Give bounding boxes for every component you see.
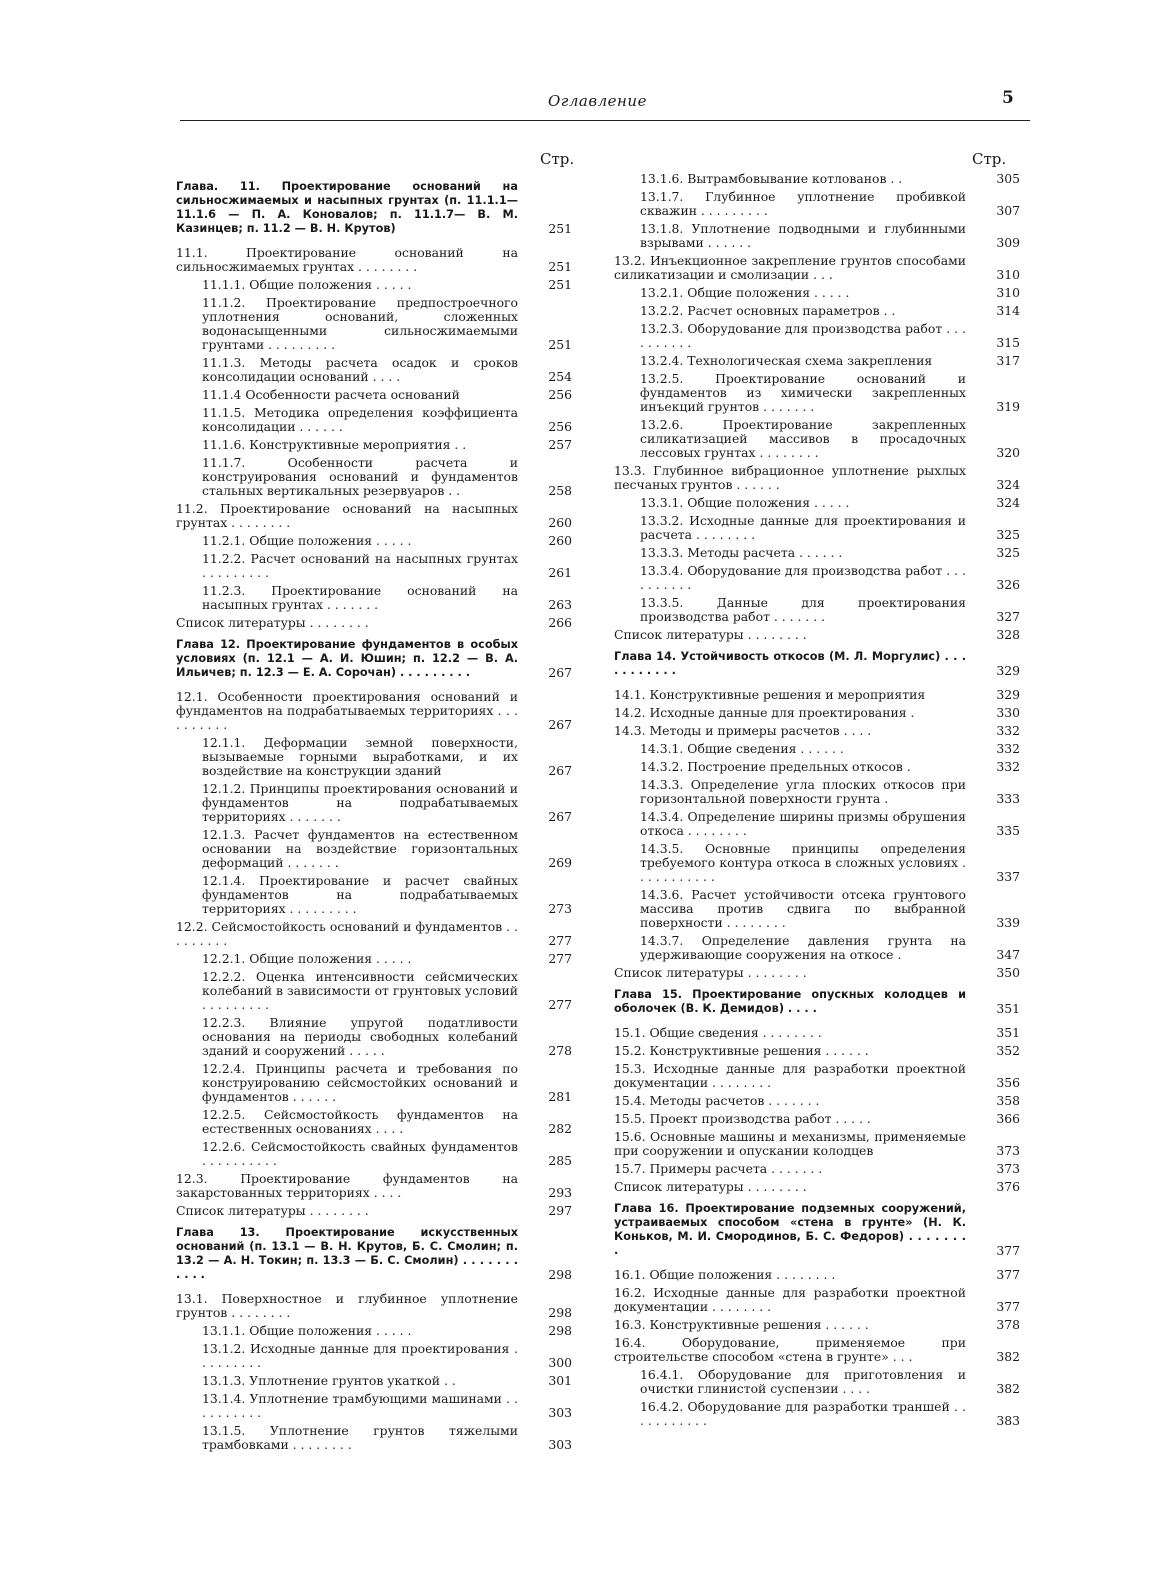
toc-entry-page: 332 <box>996 723 1020 738</box>
toc-entry-page: 325 <box>996 545 1020 560</box>
toc-entry-page: 260 <box>548 533 572 548</box>
toc-entry-title: 11.1.6. Конструктивные мероприятия . . <box>202 437 467 452</box>
toc-entry-title: 15.1. Общие сведения . . . . . . . . <box>614 1025 822 1040</box>
toc-entry-title: 14.3.1. Общие сведения . . . . . . <box>640 741 844 756</box>
toc-entry-title: 15.5. Проект производства работ . . . . . <box>614 1111 871 1126</box>
page-number: 5 <box>1002 88 1014 108</box>
toc-entry <box>614 1094 1024 1108</box>
toc-entry <box>176 456 576 498</box>
toc-entry-title: 11.1.2. Проектирование предпостроечного уплотнения оснований, сложенных водонасыщенными сильносжимаемыми грунтами . . . . . . . . . <box>202 295 518 352</box>
toc-entry <box>176 1324 576 1338</box>
toc-entry-title: 15.4. Методы расчетов . . . . . . . <box>614 1093 820 1108</box>
toc-entry-title: Глава 15. Проектирование опускных колодцев и оболочек (В. К. Демидов) . . . . <box>614 988 966 1015</box>
toc-entry-page: 383 <box>996 1413 1020 1428</box>
toc-entry-title: 14.3.6. Расчет устойчивости отсека грунтового массива против сдвига по выбранной поверхности . . . . . . . . <box>640 887 966 930</box>
toc-entry <box>614 464 1024 492</box>
toc-entry-title: 11.2.1. Общие положения . . . . . <box>202 533 412 548</box>
toc-entry-page: 281 <box>548 1089 572 1104</box>
toc-entry-page: 254 <box>548 369 572 384</box>
toc-entry-title: 13.1.8. Уплотнение подводными и глубинными взрывами . . . . . . <box>640 221 966 250</box>
toc-entry <box>176 552 576 580</box>
toc-entry-page: 339 <box>996 915 1020 930</box>
toc-entry <box>176 952 576 966</box>
toc-entry-title: 13.3.3. Методы расчета . . . . . . <box>640 545 843 560</box>
toc-entry-title: 12.2. Сейсмостойкость оснований и фундаментов . . . . . . . . . <box>176 919 518 948</box>
toc-entry-page: 335 <box>996 823 1020 838</box>
toc-entry-title: Список литературы . . . . . . . . <box>614 1179 807 1194</box>
toc-entry <box>176 534 576 548</box>
toc-entry-page: 267 <box>548 717 572 732</box>
toc-entry-title: Список литературы . . . . . . . . <box>176 615 369 630</box>
toc-entry-page: 377 <box>996 1243 1020 1258</box>
toc-entry-title: 11.1.3. Методы расчета осадок и сроков консолидации оснований . . . . <box>202 355 518 384</box>
toc-entry-page: 266 <box>548 615 572 630</box>
toc-entry-page: 309 <box>996 235 1020 250</box>
toc-entry-title: 16.3. Конструктивные решения . . . . . . <box>614 1317 869 1332</box>
toc-entry-title: 13.3.5. Данные для проектирования производства работ . . . . . . . <box>640 595 966 624</box>
toc-entry <box>614 222 1024 250</box>
toc-entry-title: 13.1.7. Глубинное уплотнение пробивкой скважин . . . . . . . . . <box>640 189 966 218</box>
toc-entry-page: 251 <box>548 337 572 352</box>
toc-entry-title: 12.1.3. Расчет фундаментов на естественном основании на воздействие горизонтальных деформаций . . . . . . . <box>202 827 518 870</box>
toc-entry-page: 324 <box>996 495 1020 510</box>
toc-entry <box>176 1342 576 1370</box>
toc-entry-title: 13.1.4. Уплотнение трамбующими машинами . . . . . . . . . . <box>202 1391 518 1420</box>
toc-entry-title: 13.2.5. Проектирование оснований и фундаментов из химически закрепленных инъекций грунтов . . . . . . . <box>640 371 966 414</box>
toc-entry-page: 382 <box>996 1381 1020 1396</box>
toc-entry <box>614 286 1024 300</box>
toc-entry <box>176 874 576 916</box>
toc-entry-title: 14.3.2. Построение предельных откосов . <box>640 759 911 774</box>
toc-entry-title: 13.1.5. Уплотнение грунтов тяжелыми трамбовками . . . . . . . . <box>202 1423 518 1452</box>
toc-entry <box>614 1162 1024 1176</box>
toc-entry-page: 373 <box>996 1143 1020 1158</box>
toc-entry <box>176 1108 576 1136</box>
toc-entry-page: 277 <box>548 951 572 966</box>
page-header-title: Оглавление <box>548 92 647 110</box>
toc-entry <box>176 1392 576 1420</box>
toc-entry-page: 347 <box>996 947 1020 962</box>
toc-entry <box>176 1016 576 1058</box>
toc-entry-page: 269 <box>548 855 572 870</box>
toc-entry-page: 277 <box>548 933 572 948</box>
toc-entry-title: 13.1.2. Исходные данные для проектирования . . . . . . . . . <box>202 1341 518 1370</box>
toc-entry-title: 13.3.4. Оборудование для производства работ . . . . . . . . . . <box>640 563 966 592</box>
toc-entry-title: 13.1.3. Уплотнение грунтов укаткой . . <box>202 1373 456 1388</box>
toc-entry <box>176 246 576 274</box>
toc-entry <box>176 406 576 434</box>
toc-entry-page: 317 <box>996 353 1020 368</box>
toc-entry-title: 16.4.1. Оборудование для приготовления и очистки глинистой суспензии . . . . <box>640 1367 966 1396</box>
toc-entry-page: 301 <box>548 1373 572 1388</box>
toc-left-column <box>176 172 576 1456</box>
toc-entry-title: 12.1.1. Деформации земной поверхности, вызываемые горными выработками, и их воздействие на конструкции зданий <box>202 735 518 778</box>
toc-entry <box>614 1026 1024 1040</box>
toc-entry <box>614 596 1024 624</box>
toc-entry <box>176 502 576 530</box>
toc-entry-title: 13.3. Глубинное вибрационное уплотнение рыхлых песчаных грунтов . . . . . . <box>614 463 966 492</box>
toc-entry-page: 298 <box>548 1323 572 1338</box>
toc-entry <box>614 706 1024 720</box>
toc-entry <box>614 1062 1024 1090</box>
toc-entry <box>614 514 1024 542</box>
toc-entry-title: Глава 16. Проектирование подземных сооружений, устраиваемых способом «стена в грунте» (Н. К. Коньков, М. И. Смородинов, Б. С. Федоров) . . . . . . . . <box>614 1202 966 1257</box>
toc-entry <box>176 388 576 402</box>
toc-entry-title: 14.3.3. Определение угла плоских откосов при горизонтальной поверхности грунта . <box>640 777 966 806</box>
toc-entry-title: Глава 13. Проектирование искусственных оснований (п. 13.1 — В. Н. Крутов, Б. С. Смолин; п. 13.2 — А. Н. Токин; п. 13.3 — Б. С. Смолин) . . . . . . . . . . . <box>176 1226 518 1281</box>
toc-entry-title: 16.4.2. Оборудование для разработки траншей . . . . . . . . . . . <box>640 1399 966 1428</box>
toc-entry-title: 12.2.5. Сейсмостойкость фундаментов на естественных основаниях . . . . <box>202 1107 518 1136</box>
toc-entry-page: 251 <box>548 221 572 236</box>
toc-entry-title: 13.2.3. Оборудование для производства работ . . . . . . . . . . <box>640 321 966 350</box>
toc-entry-title: 13.1.1. Общие положения . . . . . <box>202 1323 412 1338</box>
header-divider <box>180 120 1030 121</box>
toc-entry-title: 15.7. Примеры расчета . . . . . . . <box>614 1161 823 1176</box>
toc-entry <box>614 888 1024 930</box>
toc-entry-title: 14.2. Исходные данные для проектирования . <box>614 705 915 720</box>
toc-entry-title: Список литературы . . . . . . . . <box>614 965 807 980</box>
toc-entry <box>176 616 576 630</box>
toc-entry <box>176 1062 576 1104</box>
toc-entry-title: 15.3. Исходные данные для разработки проектной документации . . . . . . . . <box>614 1061 966 1090</box>
toc-chapter-entry <box>176 180 576 236</box>
toc-entry-title: 12.1.4. Проектирование и расчет свайных фундаментов на подрабатываемых территориях . . . . . . . . . <box>202 873 518 916</box>
toc-entry <box>176 1374 576 1388</box>
toc-entry-page: 373 <box>996 1161 1020 1176</box>
toc-entry <box>614 1180 1024 1194</box>
toc-entry <box>614 1268 1024 1282</box>
toc-entry-title: 12.2.4. Принципы расчета и требования по конструированию сейсмостойких оснований и фундаментов . . . . . . <box>202 1061 518 1104</box>
toc-entry-page: 257 <box>548 437 572 452</box>
toc-entry <box>176 1140 576 1168</box>
toc-entry-page: 305 <box>996 171 1020 186</box>
toc-entry <box>614 564 1024 592</box>
toc-entry <box>614 778 1024 806</box>
toc-entry <box>176 438 576 452</box>
toc-entry-title: 13.2.2. Расчет основных параметров . . <box>640 303 896 318</box>
toc-entry-page: 328 <box>996 627 1020 642</box>
toc-entry-page: 376 <box>996 1179 1020 1194</box>
toc-entry-page: 333 <box>996 791 1020 806</box>
toc-entry-title: 16.2. Исходные данные для разработки проектной документации . . . . . . . . <box>614 1285 966 1314</box>
toc-entry-page: 351 <box>996 1001 1020 1016</box>
toc-entry-page: 350 <box>996 965 1020 980</box>
toc-entry-page: 310 <box>996 267 1020 282</box>
toc-entry-title: 12.3. Проектирование фундаментов на закарстованных территориях . . . . <box>176 1171 518 1200</box>
toc-entry-title: 13.3.1. Общие положения . . . . . <box>640 495 850 510</box>
toc-entry <box>176 970 576 1012</box>
toc-entry-title: 11.2.2. Расчет оснований на насыпных грунтах . . . . . . . . . <box>202 551 518 580</box>
toc-entry-page: 329 <box>996 687 1020 702</box>
toc-entry-title: 13.1.6. Вытрамбовывание котлованов . . <box>640 171 903 186</box>
toc-entry <box>614 1044 1024 1058</box>
toc-entry <box>176 296 576 352</box>
toc-entry <box>614 628 1024 642</box>
toc-entry-title: 16.1. Общие положения . . . . . . . . <box>614 1267 836 1282</box>
toc-entry-title: 11.1.7. Особенности расчета и конструирования оснований и фундаментов стальных вертикальных резервуаров . . <box>202 455 518 498</box>
toc-entry-page: 293 <box>548 1185 572 1200</box>
toc-entry-page: 300 <box>548 1355 572 1370</box>
toc-entry <box>614 254 1024 282</box>
toc-entry <box>176 782 576 824</box>
toc-entry-title: 13.3.2. Исходные данные для проектирования и расчета . . . . . . . . <box>640 513 966 542</box>
toc-entry-page: 267 <box>548 809 572 824</box>
toc-entry-title: 14.3. Методы и примеры расчетов . . . . <box>614 723 872 738</box>
toc-entry-page: 314 <box>996 303 1020 318</box>
toc-entry-page: 377 <box>996 1267 1020 1282</box>
toc-entry-page: 303 <box>548 1437 572 1452</box>
toc-entry-title: Список литературы . . . . . . . . <box>176 1203 369 1218</box>
toc-entry <box>614 688 1024 702</box>
toc-entry <box>176 1204 576 1218</box>
toc-entry <box>614 1368 1024 1396</box>
toc-entry-page: 297 <box>548 1203 572 1218</box>
toc-entry-title: Глава. 11. Проектирование оснований на сильносжимаемых и насыпных грунтах (п. 11.1.1—11.1.6 — П. А. Коновалов; п. 11.1.7— В. М. Казинцев; п. 11.2 — В. Н. Крутов) <box>176 180 518 235</box>
toc-entry-page: 261 <box>548 565 572 580</box>
toc-entry <box>614 724 1024 738</box>
toc-entry-page: 366 <box>996 1111 1020 1126</box>
toc-entry-page: 273 <box>548 901 572 916</box>
toc-entry-page: 267 <box>548 763 572 778</box>
toc-chapter-entry <box>614 650 1024 678</box>
toc-entry-title: Список литературы . . . . . . . . <box>614 627 807 642</box>
toc-entry-title: Глава 14. Устойчивость откосов (М. Л. Моргулис) . . . . . . . . . . . <box>614 650 966 677</box>
toc-entry-page: 324 <box>996 477 1020 492</box>
toc-entry-page: 303 <box>548 1405 572 1420</box>
toc-entry <box>176 1292 576 1320</box>
toc-entry-page: 337 <box>996 869 1020 884</box>
toc-entry-title: 13.2.6. Проектирование закрепленных силикатизацией массивов в просадочных лессовых грунтах . . . . . . . . <box>640 417 966 460</box>
toc-entry <box>614 418 1024 460</box>
toc-entry <box>176 690 576 732</box>
toc-entry <box>614 1130 1024 1158</box>
toc-entry-page: 256 <box>548 419 572 434</box>
toc-entry <box>176 828 576 870</box>
toc-entry-page: 325 <box>996 527 1020 542</box>
toc-entry-title: 11.1.4 Особенности расчета оснований <box>202 387 460 402</box>
toc-entry-title: 11.1.5. Методика определения коэффициента консолидации . . . . . . <box>202 405 518 434</box>
toc-entry-page: 256 <box>548 387 572 402</box>
toc-entry-page: 332 <box>996 741 1020 756</box>
toc-entry-title: 15.2. Конструктивные решения . . . . . . <box>614 1043 869 1058</box>
toc-entry-title: 12.1. Особенности проектирования оснований и фундаментов на подрабатываемых территориях . . . . . . . . . . <box>176 689 518 732</box>
toc-entry-title: 12.1.2. Принципы проектирования оснований и фундаментов на подрабатываемых территориях . . . . . . . <box>202 781 518 824</box>
toc-entry-page: 258 <box>548 483 572 498</box>
toc-entry <box>614 842 1024 884</box>
toc-entry-page: 285 <box>548 1153 572 1168</box>
toc-entry-page: 329 <box>996 663 1020 678</box>
toc-entry-title: 11.2.3. Проектирование оснований на насыпных грунтах . . . . . . . <box>202 583 518 612</box>
toc-entry-page: 330 <box>996 705 1020 720</box>
toc-entry-page: 327 <box>996 609 1020 624</box>
toc-entry-page: 251 <box>548 277 572 292</box>
toc-entry <box>614 546 1024 560</box>
toc-entry <box>176 1424 576 1452</box>
toc-entry-page: 356 <box>996 1075 1020 1090</box>
toc-entry-title: 11.2. Проектирование оснований на насыпных грунтах . . . . . . . . <box>176 501 518 530</box>
toc-entry-page: 352 <box>996 1043 1020 1058</box>
toc-entry <box>614 190 1024 218</box>
toc-entry-page: 298 <box>548 1267 572 1282</box>
toc-entry <box>614 354 1024 368</box>
toc-entry-page: 267 <box>548 665 572 680</box>
toc-entry <box>176 1172 576 1200</box>
toc-entry-title: 12.2.3. Влияние упругой податливости основания на периоды свободных колебаний зданий и сооружений . . . . . <box>202 1015 518 1058</box>
right-column-page-heading: Стр. <box>972 150 1007 168</box>
toc-entry-title: 13.2.1. Общие положения . . . . . <box>640 285 850 300</box>
toc-entry <box>614 1400 1024 1428</box>
toc-entry <box>176 278 576 292</box>
toc-entry-page: 298 <box>548 1305 572 1320</box>
toc-entry-title: 15.6. Основные машины и механизмы, применяемые при сооружении и опускании колодцев <box>614 1129 966 1158</box>
toc-entry-title: 14.3.7. Определение давления грунта на удерживающие сооружения на откосе . <box>640 933 966 962</box>
toc-entry-title: 12.2.1. Общие положения . . . . . <box>202 951 412 966</box>
toc-entry <box>614 810 1024 838</box>
toc-chapter-entry <box>176 638 576 680</box>
toc-entry-title: 12.2.2. Оценка интенсивности сейсмических колебаний в зависимости от грунтовых условий . . . . . . . . . <box>202 969 518 1012</box>
toc-entry <box>176 356 576 384</box>
toc-entry <box>176 584 576 612</box>
toc-entry-page: 319 <box>996 399 1020 414</box>
toc-entry <box>614 1286 1024 1314</box>
toc-entry-title: Глава 12. Проектирование фундаментов в особых условиях (п. 12.1 — А. И. Юшин; п. 12.2 — В. А. Ильичев; п. 12.3 — Е. А. Сорочан) . . . . . . . . . <box>176 638 518 679</box>
toc-entry-title: 13.2.4. Технологическая схема закрепления <box>640 353 933 368</box>
toc-entry-page: 263 <box>548 597 572 612</box>
toc-entry <box>614 760 1024 774</box>
toc-entry <box>614 742 1024 756</box>
toc-entry-title: 14.3.4. Определение ширины призмы обрушения откоса . . . . . . . . <box>640 809 966 838</box>
toc-chapter-entry <box>614 1202 1024 1258</box>
toc-entry-page: 251 <box>548 259 572 274</box>
toc-entry <box>614 934 1024 962</box>
toc-entry-page: 320 <box>996 445 1020 460</box>
toc-entry-page: 315 <box>996 335 1020 350</box>
toc-entry-page: 382 <box>996 1349 1020 1364</box>
toc-entry-title: 11.1. Проектирование оснований на сильносжимаемых грунтах . . . . . . . . <box>176 245 518 274</box>
toc-entry-page: 326 <box>996 577 1020 592</box>
toc-entry <box>614 496 1024 510</box>
left-column-page-heading: Стр. <box>540 150 575 168</box>
toc-entry <box>614 1112 1024 1126</box>
toc-chapter-entry <box>614 988 1024 1016</box>
toc-entry-page: 378 <box>996 1317 1020 1332</box>
toc-entry-title: 13.2. Инъекционное закрепление грунтов способами силикатизации и смолизации . . . <box>614 253 966 282</box>
toc-entry-page: 260 <box>548 515 572 530</box>
toc-entry <box>614 372 1024 414</box>
toc-entry-title: 14.1. Конструктивные решения и мероприятия <box>614 687 926 702</box>
toc-entry-page: 351 <box>996 1025 1020 1040</box>
toc-entry <box>614 1336 1024 1364</box>
toc-entry-page: 310 <box>996 285 1020 300</box>
toc-entry-page: 377 <box>996 1299 1020 1314</box>
toc-entry <box>176 920 576 948</box>
toc-entry <box>614 1318 1024 1332</box>
toc-entry-title: 11.1.1. Общие положения . . . . . <box>202 277 412 292</box>
toc-entry <box>614 172 1024 186</box>
toc-entry-page: 332 <box>996 759 1020 774</box>
toc-chapter-entry <box>176 1226 576 1282</box>
toc-entry-title: 14.3.5. Основные принципы определения требуемого контура откоса в сложных условиях . . . . . . . . . . . <box>640 841 966 884</box>
toc-entry <box>614 966 1024 980</box>
toc-entry <box>614 304 1024 318</box>
toc-entry-page: 307 <box>996 203 1020 218</box>
toc-entry-title: 12.2.6. Сейсмостойкость свайных фундаментов . . . . . . . . . . <box>202 1139 518 1168</box>
toc-right-column <box>614 172 1024 1432</box>
toc-entry-page: 282 <box>548 1121 572 1136</box>
toc-entry-page: 358 <box>996 1093 1020 1108</box>
toc-entry <box>176 736 576 778</box>
toc-entry <box>614 322 1024 350</box>
toc-entry-page: 278 <box>548 1043 572 1058</box>
toc-entry-title: 13.1. Поверхностное и глубинное уплотнение грунтов . . . . . . . . <box>176 1291 518 1320</box>
toc-entry-page: 277 <box>548 997 572 1012</box>
toc-entry-title: 16.4. Оборудование, применяемое при строительстве способом «стена в грунте» . . . <box>614 1335 966 1364</box>
